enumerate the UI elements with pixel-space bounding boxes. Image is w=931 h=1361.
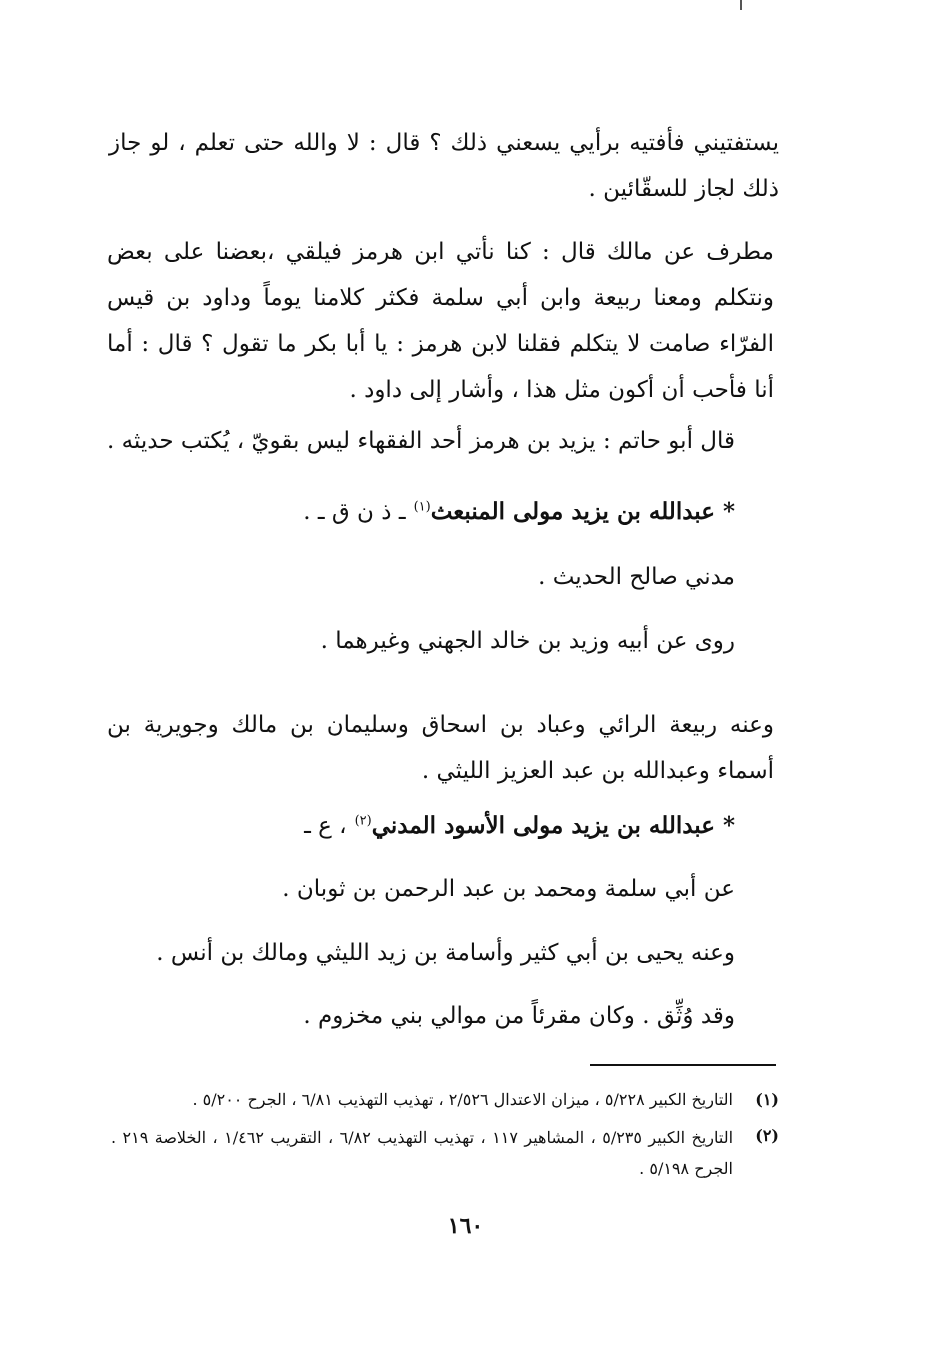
entry-2-line-3: وقد وُثِّق . وكان مقرئاً من موالي بني مخزوم . bbox=[303, 1003, 735, 1029]
footnote-1 bbox=[145, 1084, 733, 1115]
entry-1-line-2: روى عن أبيه وزيد بن خالد الجهني وغيرهما . bbox=[320, 628, 735, 654]
scan-mark bbox=[740, 0, 742, 10]
entry-2-line-1: عن أبي سلمة ومحمد بن عبد الرحمن بن ثوبان . bbox=[282, 876, 735, 902]
entry-1-codes: ـ ذ ن ق ـ . bbox=[303, 499, 406, 525]
entry-1-line-3-text: وعنه ربيعة الرائي وعباد بن اسحاق وسليمان بن مالك وجويرية بن أسماء وعبدالله بن عبد العزيز الليثي . bbox=[107, 712, 774, 784]
paragraph-3: قال أبو حاتم : يزيد بن هرمز أحد الفقهاء ليس بقويّ ، يُكتب حديثه . bbox=[106, 428, 735, 454]
entry-2-line-2: وعنه يحيى بن أبي كثير وأسامة بن زيد الليثي ومالك بن أنس . bbox=[156, 940, 735, 966]
entry-2-star: * bbox=[722, 812, 735, 839]
footnote-2-text: التاريخ الكبير ٥/٢٣٥ ، المشاهير ١١٧ ، تهذيب التهذيب ٦/٨٢ ، التقريب ١/٤٦٢ ، الخلاصة ٢١٩ . الجرح ٥/١٩٨ . bbox=[111, 1128, 734, 1178]
entry-2-codes: ، ع ـ bbox=[304, 813, 347, 839]
footnote-1-number: (١) bbox=[755, 1090, 779, 1109]
footnote-ref-1: (١) bbox=[413, 499, 431, 515]
entry-1-star: * bbox=[722, 498, 735, 525]
footnote-ref-2: (٢) bbox=[354, 813, 372, 829]
entry-1-name: عبدالله بن يزيد مولى المنبعث bbox=[430, 498, 715, 525]
footnote-1-text: التاريخ الكبير ٥/٢٢٨ ، ميزان الاعتدال ٢/٥٢٦ ، تهذيب التهذيب ٦/٨١ ، الجرح ٥/٢٠٠ . bbox=[192, 1090, 733, 1109]
footnote-2 bbox=[111, 1122, 733, 1184]
paragraph-1 bbox=[109, 120, 779, 212]
entry-1-heading bbox=[303, 498, 735, 525]
entry-2-heading bbox=[304, 812, 735, 839]
paragraph-2-text: مطرف عن مالك قال : كنا نأتي ابن هرمز فيلقي ،بعضنا على بعض ونتكلم ومعنا ربيعة وابن أبي سلمة فكثر كلامنا يوماً وداود بن قيس الفرّاء صامت لا يتكلم فقلنا لابن هرمز : يا أبا بكر ما تقول ؟ قال : أما أنا فأحب أن أكون مثل هذا ، وأشار إلى داود . bbox=[107, 239, 774, 403]
footnote-divider bbox=[590, 1064, 776, 1066]
entry-1-line-3 bbox=[107, 702, 774, 794]
entry-2-name: عبدالله بن يزيد مولى الأسود المدني bbox=[371, 812, 715, 839]
page-number: ١٦٠ bbox=[447, 1213, 484, 1239]
entry-1-line-1: مدني صالح الحديث . bbox=[538, 564, 735, 590]
paragraph-1-text: يستفتيني فأفتيه برأيي يسعني ذلك ؟ قال : لا والله حتى تعلم ، لو جاز ذلك لجاز للسقّائين . bbox=[109, 130, 779, 202]
footnote-2-number: (٢) bbox=[755, 1126, 779, 1145]
paragraph-2 bbox=[107, 229, 774, 413]
